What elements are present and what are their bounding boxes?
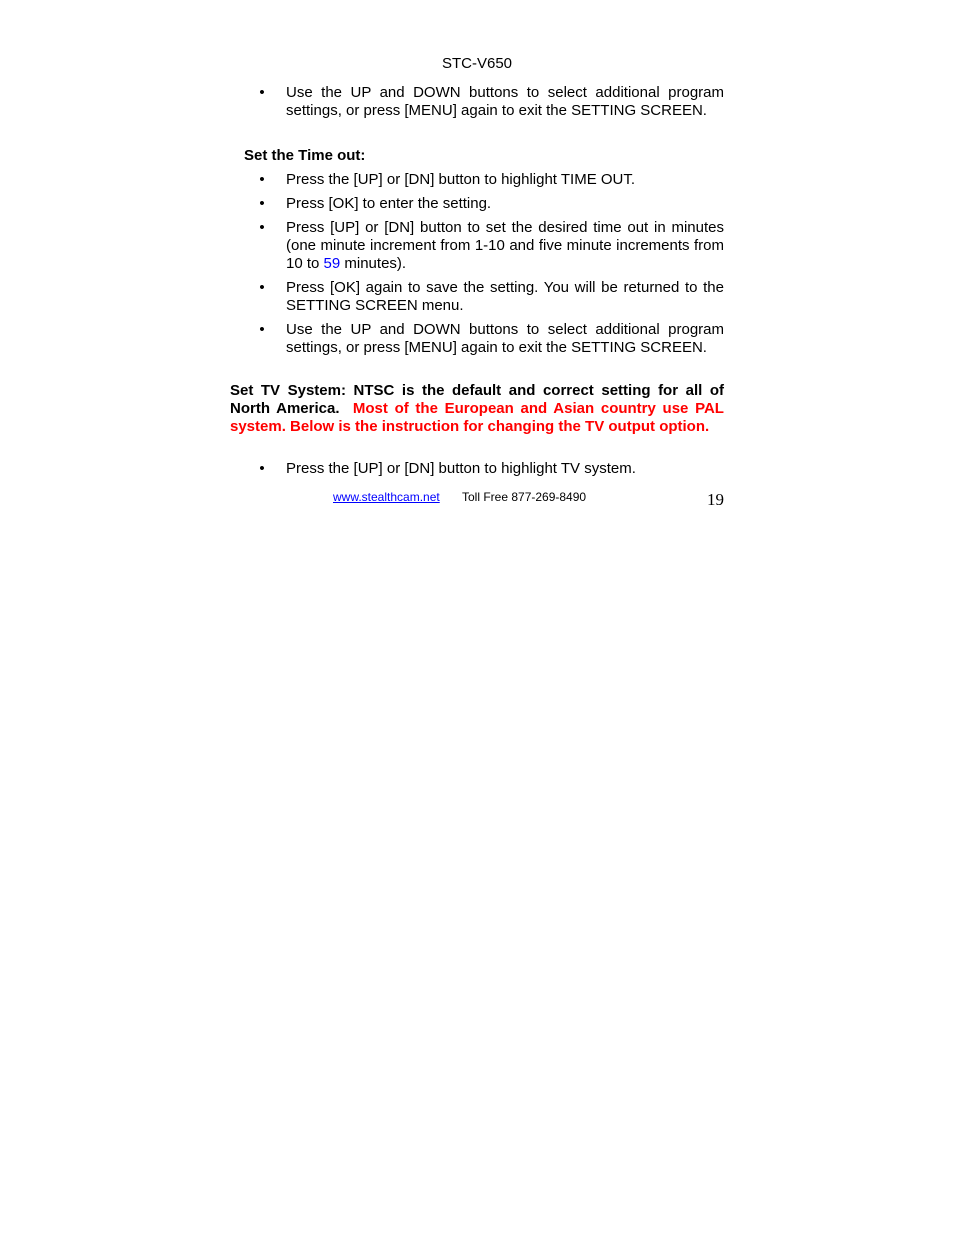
bullet-icon: • (259, 279, 265, 296)
list-item-text: Use the UP and DOWN buttons to select additional program settings, or press [MENU] again to exit the SETTING SCREEN. (286, 84, 724, 119)
list-item (256, 195, 724, 213)
page-header-model: STC-V650 (441, 55, 513, 72)
list-item (256, 84, 724, 120)
bullet-icon: • (259, 321, 265, 338)
bullet-icon: • (259, 219, 265, 236)
list-item-text: Use the UP and DOWN buttons to select additional program settings, or press [MENU] again to exit the SETTING SCREEN. (286, 321, 724, 356)
timeout-bullet-list (256, 171, 724, 363)
list-item-text: Press the [UP] or [DN] button to highlight TV system. (286, 460, 636, 477)
list-item-text (286, 219, 724, 273)
bullet-icon: • (259, 195, 265, 212)
intro-bullet-list (256, 84, 724, 126)
bullet-icon: • (259, 460, 265, 477)
timeout-heading: Set the Time out: (244, 147, 366, 164)
footer-phone-number: Toll Free 877-269-8490 (462, 490, 587, 504)
list-item (256, 321, 724, 357)
list-item (256, 171, 724, 189)
bullet-icon: • (259, 171, 265, 188)
tv-system-pal-warning: Most of the European and Asian country use PAL system. Below is the instruction for changing the TV output option. (230, 400, 724, 435)
tv-system-paragraph (230, 382, 724, 436)
list-item (256, 219, 724, 273)
tv-bullet-list (256, 460, 724, 484)
footer-website-link[interactable]: www.stealthcam.net (333, 490, 440, 504)
timeout-range-text: Press [UP] or [DN] button to set the desired time out in minutes (one minute increment from 1-10 and five minute increments from 10 to (286, 219, 724, 272)
list-item-text: Press the [UP] or [DN] button to highlight TIME OUT. (286, 171, 636, 188)
page-number: 19 (707, 490, 724, 509)
list-item-text: Press [OK] again to save the setting. You will be returned to the SETTING SCREEN menu. (286, 279, 724, 314)
timeout-max-value: 59 (323, 255, 341, 272)
list-item-text: Press [OK] to enter the setting. (286, 195, 492, 212)
bullet-icon: • (259, 84, 265, 101)
list-item (256, 460, 724, 478)
tv-system-default-note: Set TV System: NTSC is the default and correct setting for all of North America. (230, 382, 724, 417)
list-item (256, 279, 724, 315)
timeout-range-suffix: minutes). (340, 255, 407, 272)
